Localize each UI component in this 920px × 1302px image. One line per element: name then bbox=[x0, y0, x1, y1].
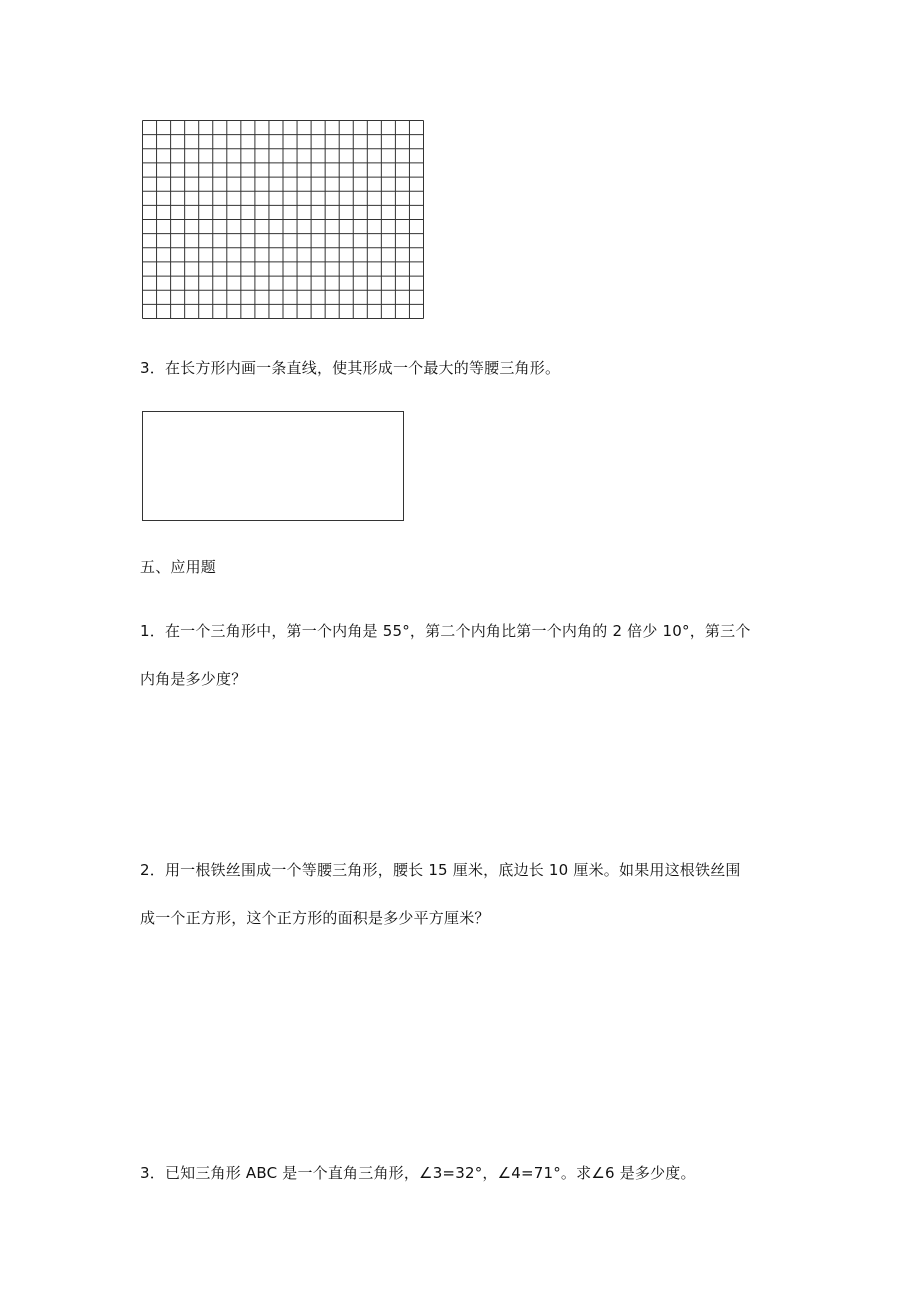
app-question-1-line-1: 1．在一个三角形中，第一个内角是 55°，第二个内角比第一个内角的 2 倍少 10°，第三个 bbox=[140, 622, 751, 640]
app-question-2-line-1: 2．用一根铁丝围成一个等腰三角形，腰长 15 厘米，底边长 10 厘米。如果用这根铁丝围 bbox=[140, 861, 741, 879]
question-3-draw-line: 3．在长方形内画一条直线，使其形成一个最大的等腰三角形。 bbox=[140, 359, 561, 377]
section-title-applications: 五、应用题 bbox=[140, 558, 217, 576]
app-question-2-line-2: 成一个正方形，这个正方形的面积是多少平方厘米？ bbox=[140, 909, 490, 927]
app-question-3-line-1: 3．已知三角形 ABC 是一个直角三角形，∠3=32°，∠4=71°。求∠6 是多少度。 bbox=[140, 1164, 696, 1182]
app-question-1-line-2: 内角是多少度？ bbox=[140, 670, 247, 688]
square-grid bbox=[142, 120, 424, 319]
grid-lines bbox=[142, 120, 424, 319]
rectangle-figure bbox=[142, 411, 404, 521]
